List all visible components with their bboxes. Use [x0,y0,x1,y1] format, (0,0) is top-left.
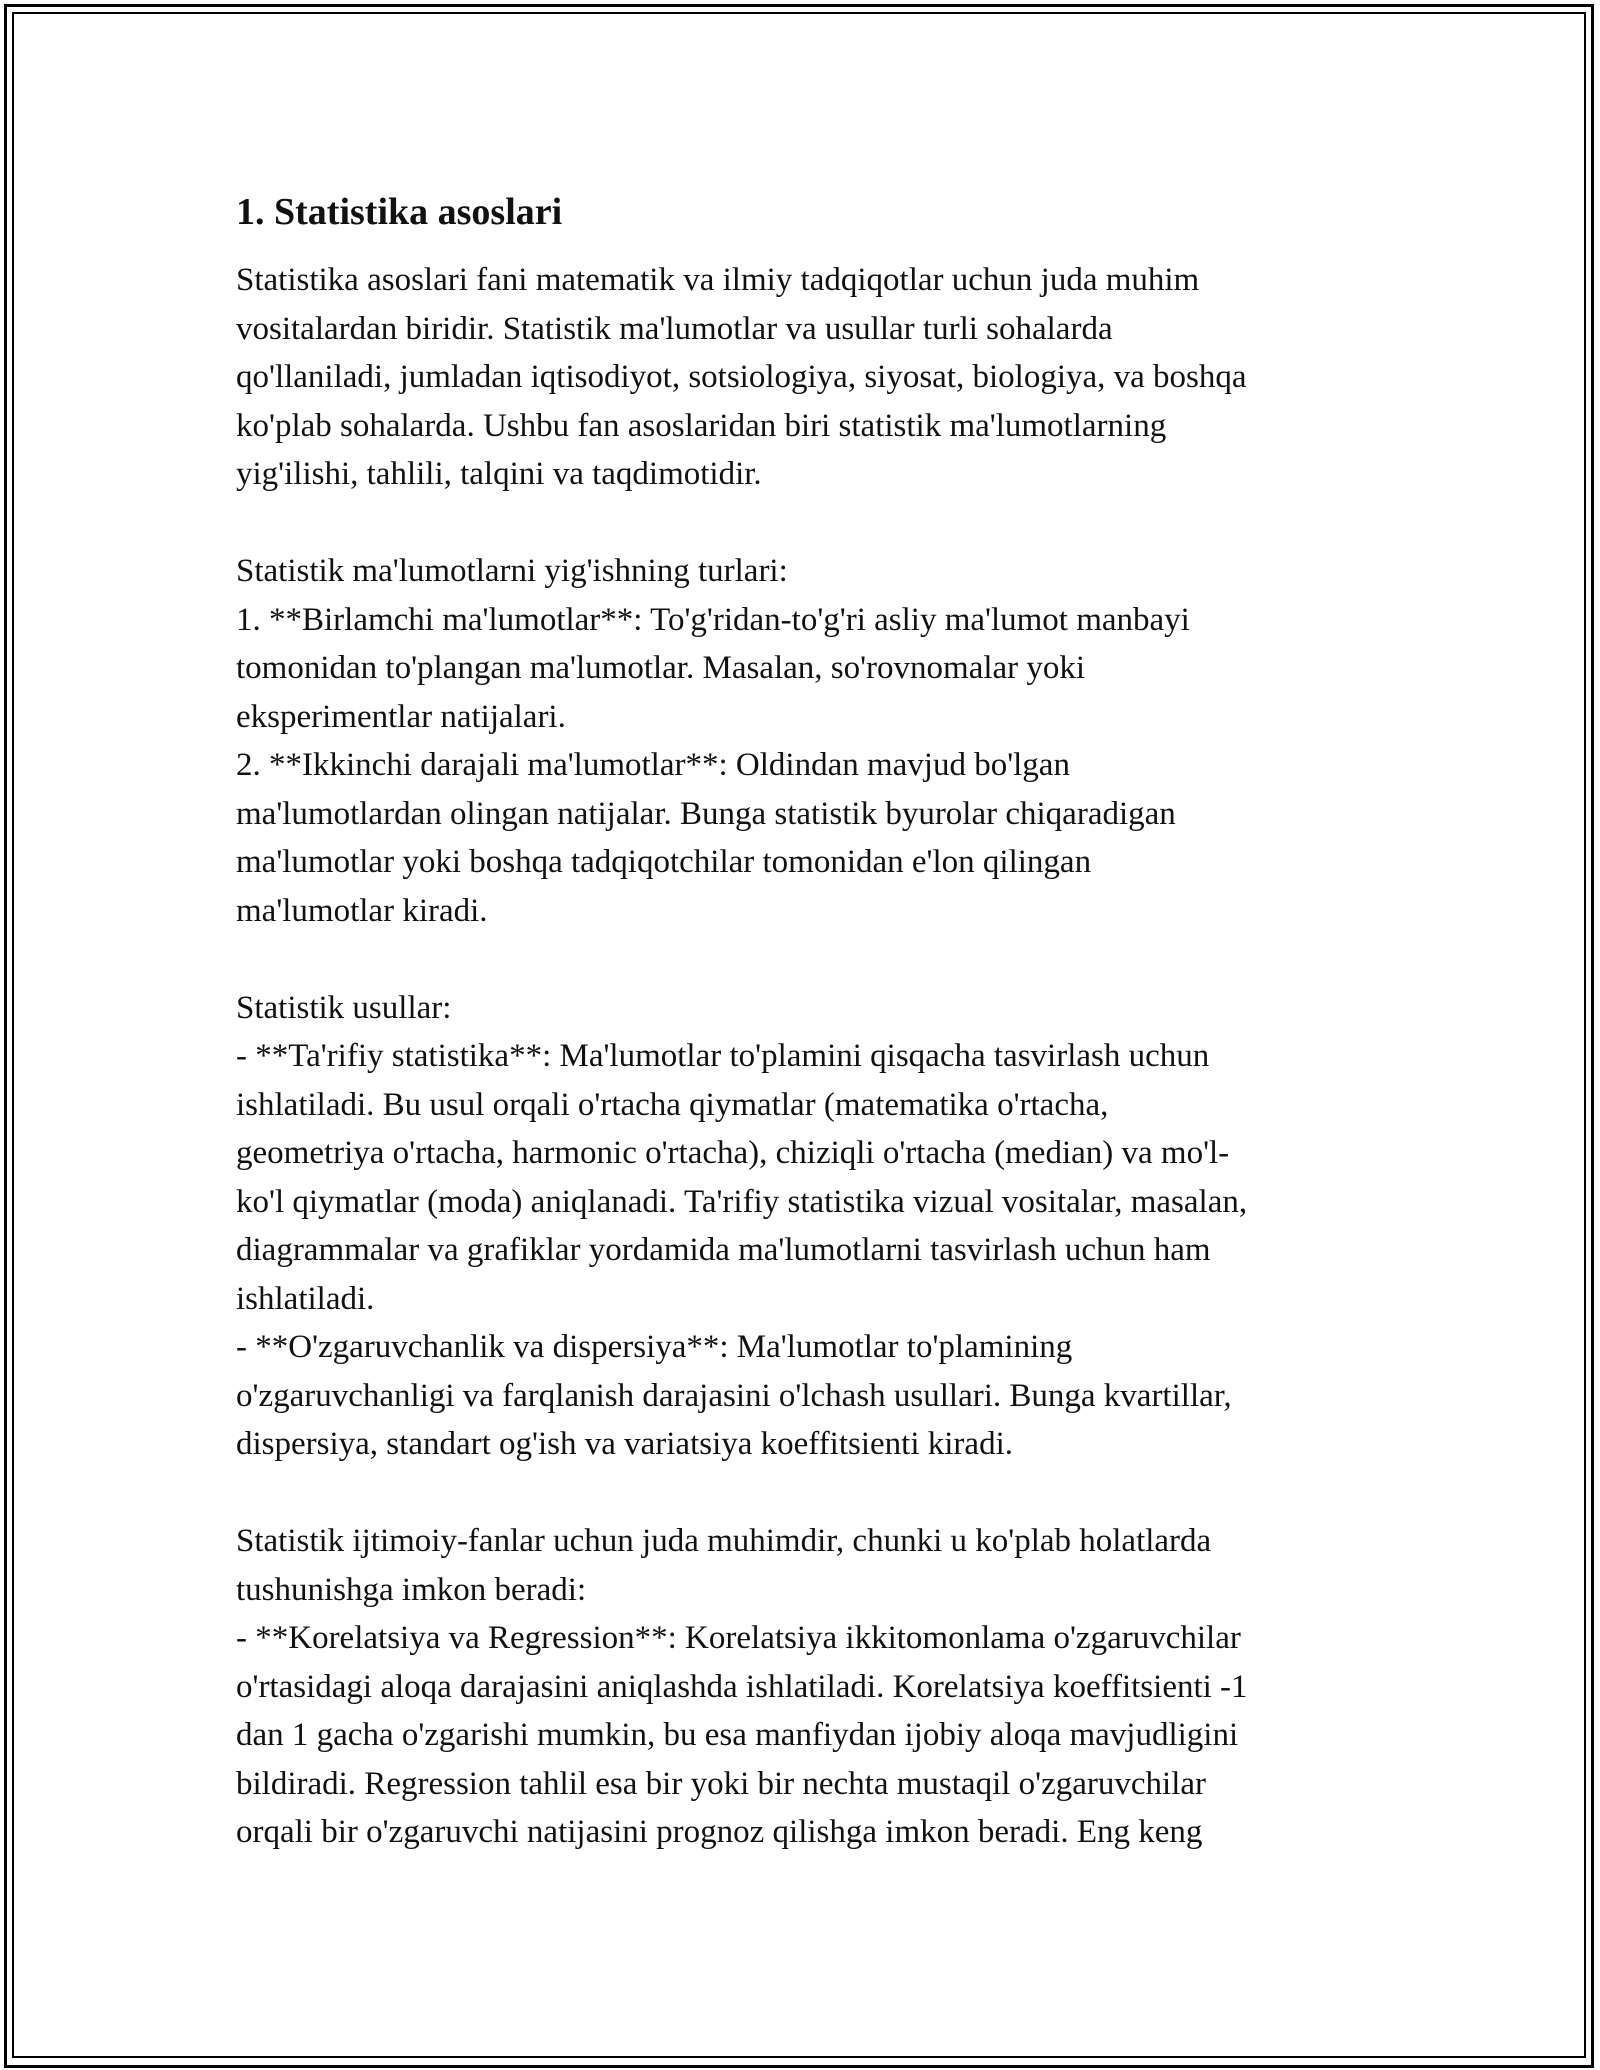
data-collection-paragraph: Statistik ma'lumotlarni yig'ishning turlari: 1. **Birlamchi ma'lumotlar**: To'g'ridan-to'g'ri asliy ma'lumot manbayi tomonidan to'plangan ma'lumotlar. Masalan, so'rovnomalar yoki eksperimentlar natijalari. 2. **Ikkinchi darajali ma'lumotlar**: Oldindan mavjud bo'lgan ma'lumotlardan olingan natijalar. Bunga statistik byurolar chiqaradigan ma'lumotlar yoki boshqa tadqiqotchilar tomonidan e'lon qilingan ma'lumotlar kiradi. [236,553,1190,929]
statistical-methods-paragraph: Statistik usullar: - **Ta'rifiy statistika**: Ma'lumotlar to'plamini qisqacha tasvirlash uchun ishlatiladi. Bu usul orqali o'rtacha qiymatlar (matematika o'rtacha, geometriya o'rtacha, harmonic o'rtacha), chiziqli o'rtacha (median) va mo'l- ko'l qiymatlar (moda) aniqlanadi. Ta'rifiy statistika vizual vositalar, masalan, diagrammalar va grafiklar yordamida ma'lumotlarni tasvirlash uchun ham ishlatiladi. - **O'zgaruvchanlik va dispersiya**: Ma'lumotlar to'plamining o'zgaruvchanligi va farqlanish darajasini o'lchash usullari. Bunga kvartillar, dispersiya, standart og'ish va variatsiya koeffitsienti kiradi. [236,989,1248,1462]
document-body [236,186,1386,1857]
intro-paragraph: Statistika asoslari fani matematik va ilmiy tadqiqotlar uchun juda muhim vositalardan biridir. Statistik ma'lumotlar va usullar turli sohalarda qo'llaniladi, jumladan iqtisodiyot, sotsiologiya, siyosat, biologiya, va boshqa ko'plab sohalarda. Ushbu fan asoslaridan biri statistik ma'lumotlarning yig'ilishi, tahlili, talqini va taqdimotidir. [236,262,1247,492]
social-sciences-paragraph: Statistik ijtimoiy-fanlar uchun juda muhimdir, chunki u ko'plab holatlarda tushunishga imkon beradi: - **Korelatsiya va Regression**: Korelatsiya ikkitomonlama o'zgaruvchilar o'rtasidagi aloqa darajasini aniqlashda ishlatiladi. Korelatsiya koeffitsienti -1 dan 1 gacha o'zgarishi mumkin, bu esa manfiydan ijobiy aloqa mavjudligini bildiradi. Regression tahlil esa bir yoki bir nechta mustaqil o'zgaruvchilar orqali bir o'zgaruvchi natijasini prognoz qilishga imkon beradi. Eng keng [236,1523,1248,1850]
section-heading: 1. Statistika asoslari [236,191,563,233]
